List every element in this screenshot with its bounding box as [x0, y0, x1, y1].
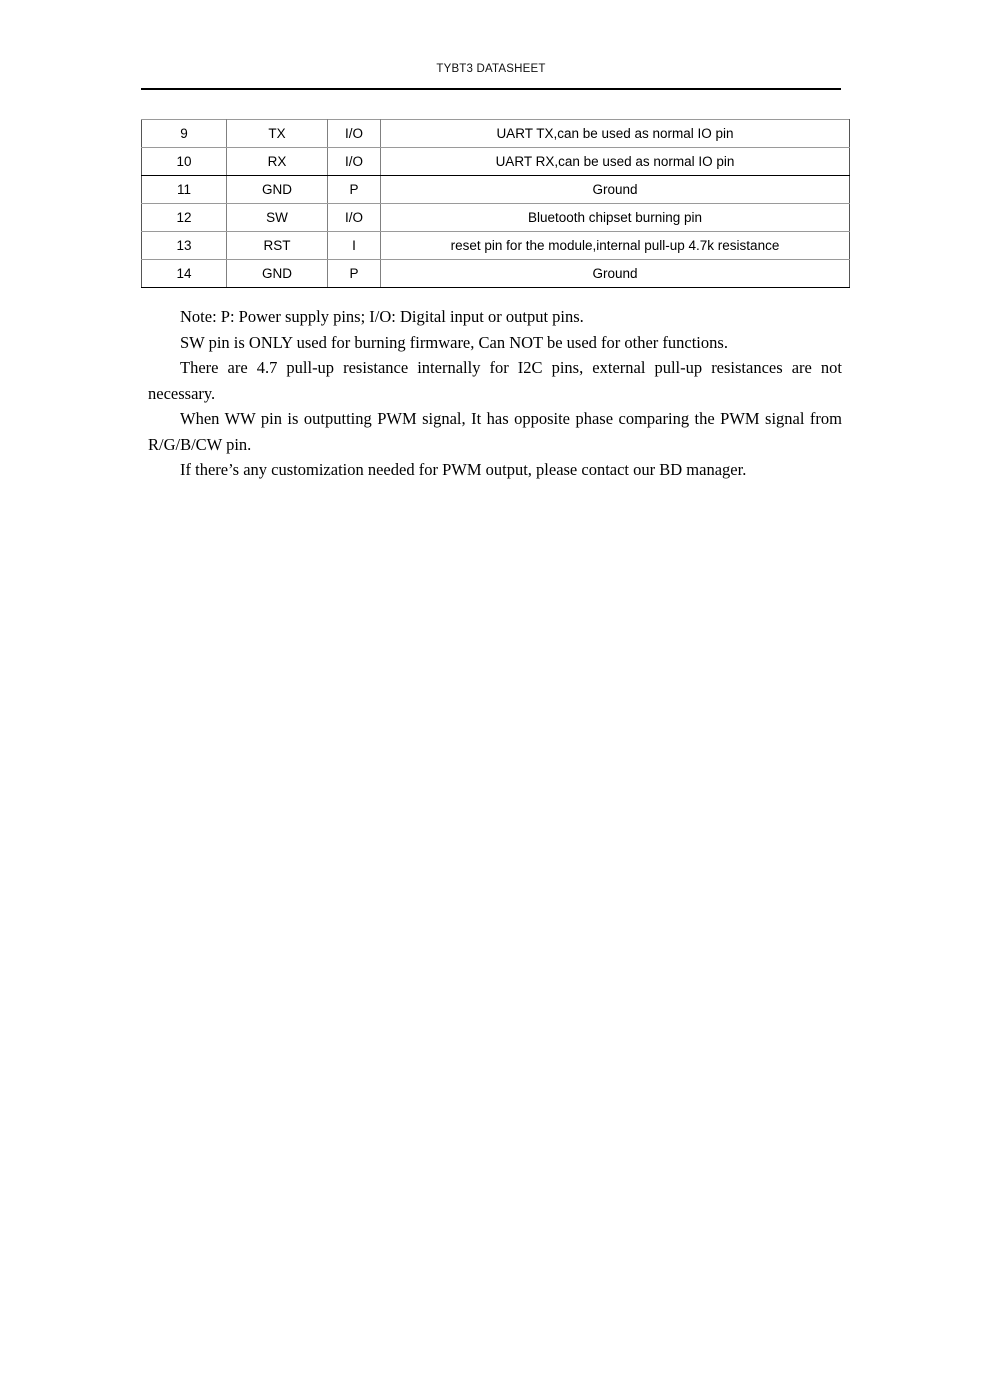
cell-pin-type: I	[328, 232, 381, 260]
cell-pin-description: Ground	[381, 260, 850, 288]
table-row	[142, 232, 850, 260]
pin-table-body	[142, 120, 850, 288]
pin-definition-table	[141, 119, 850, 288]
table-row	[142, 204, 850, 232]
header-title: TYBT3 DATASHEET	[436, 63, 546, 75]
notes-section	[148, 304, 842, 483]
table-row	[142, 120, 850, 148]
cell-pin-description: Ground	[381, 176, 850, 204]
note-paragraph: Note: P: Power supply pins; I/O: Digital input or output pins.	[180, 307, 584, 326]
table-row	[142, 176, 850, 204]
cell-pin-name: TX	[227, 120, 328, 148]
header-divider	[141, 88, 841, 90]
cell-pin-type: I/O	[328, 120, 381, 148]
cell-pin-type: I/O	[328, 204, 381, 232]
page-header	[141, 62, 841, 76]
cell-pin-number: 14	[142, 260, 227, 288]
cell-pin-description: reset pin for the module,internal pull-up 4.7k resistance	[381, 232, 850, 260]
note-paragraph: If there’s any customization needed for PWM output, please contact our BD manager.	[180, 460, 747, 479]
cell-pin-name: GND	[227, 260, 328, 288]
cell-pin-description: UART RX,can be used as normal IO pin	[381, 148, 850, 176]
cell-pin-number: 12	[142, 204, 227, 232]
note-paragraph: When WW pin is outputting PWM signal, It has opposite phase comparing the PWM signal from R/G/B/CW pin.	[148, 409, 842, 454]
cell-pin-number: 13	[142, 232, 227, 260]
cell-pin-number: 9	[142, 120, 227, 148]
table-row	[142, 260, 850, 288]
cell-pin-name: GND	[227, 176, 328, 204]
cell-pin-type: P	[328, 176, 381, 204]
note-paragraph: There are 4.7 pull-up resistance internally for I2C pins, external pull-up resistances are not necessary.	[148, 358, 842, 403]
table-row	[142, 148, 850, 176]
cell-pin-name: RST	[227, 232, 328, 260]
cell-pin-description: UART TX,can be used as normal IO pin	[381, 120, 850, 148]
note-paragraph: SW pin is ONLY used for burning firmware, Can NOT be used for other functions.	[180, 332, 728, 352]
cell-pin-type: I/O	[328, 148, 381, 176]
cell-pin-description: Bluetooth chipset burning pin	[381, 204, 850, 232]
cell-pin-number: 11	[142, 176, 227, 204]
cell-pin-name: SW	[227, 204, 328, 232]
cell-pin-name: RX	[227, 148, 328, 176]
cell-pin-type: P	[328, 260, 381, 288]
cell-pin-number: 10	[142, 148, 227, 176]
